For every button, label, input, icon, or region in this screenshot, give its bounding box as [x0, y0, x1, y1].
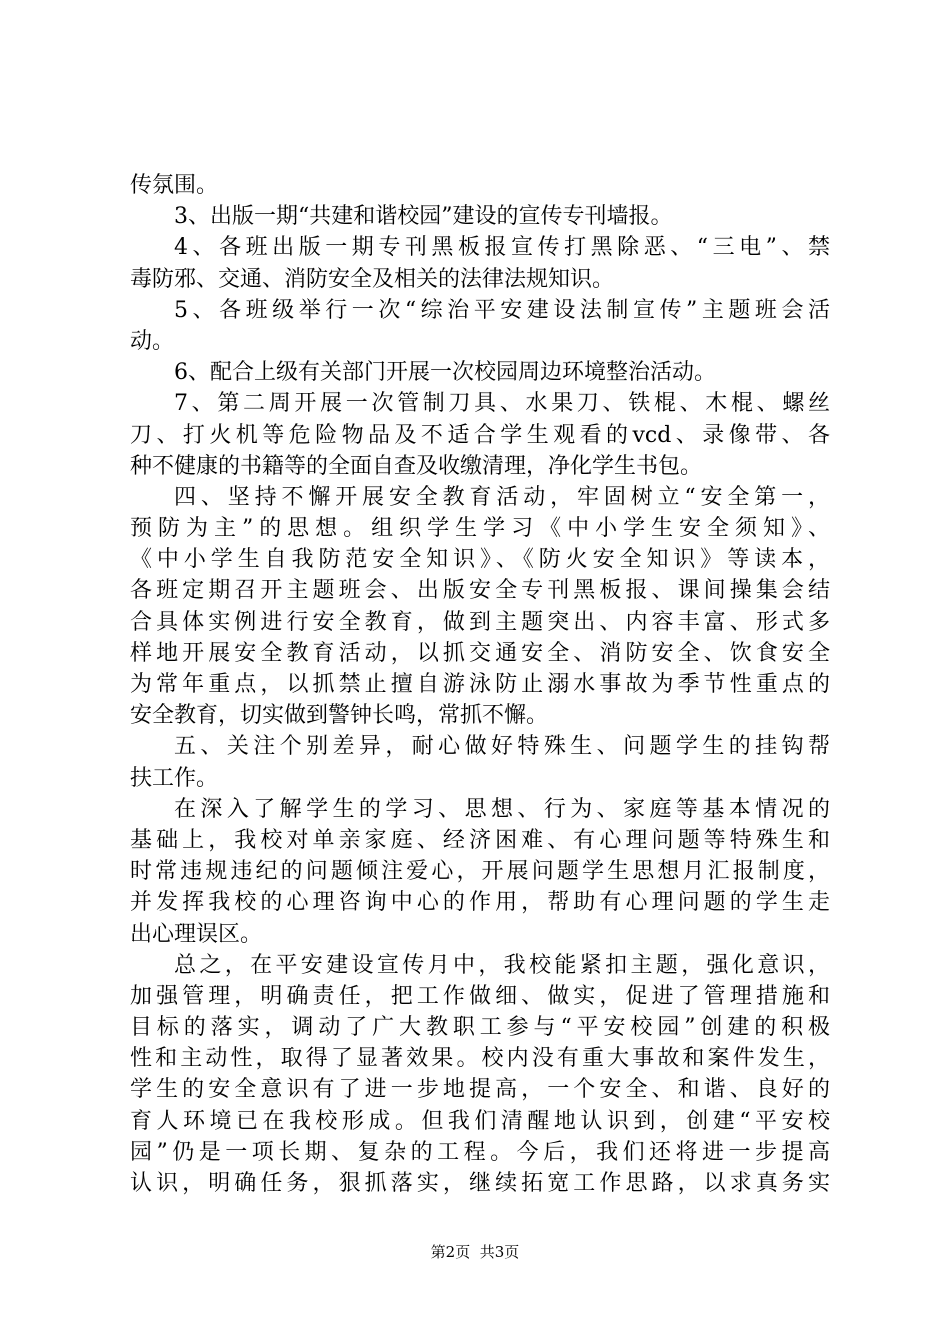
- text-line: 《中小学生自我防范安全知识》、《防火安全知识》等读本，: [130, 547, 830, 573]
- text-line: 扶工作。: [130, 765, 219, 791]
- text-line: 合具体实例进行安全教育，做到主题突出、内容丰富、形式多: [130, 609, 830, 635]
- text-line: 预防为主”的思想。组织学生学习《中小学生安全须知》、: [130, 516, 830, 542]
- text-line: 种不健康的书籍等的全面自查及收缴清理，净化学生书包。: [130, 453, 703, 479]
- text-line: 加强管理，明确责任，把工作做细、做实，促进了管理措施和: [130, 983, 830, 1009]
- text-line: 样地开展安全教育活动，以抓交通安全、消防安全、饮食安全: [130, 640, 830, 666]
- page-number: 第2页: [430, 1243, 471, 1261]
- text-line: 时常违规违纪的问题倾注爱心，开展问题学生思想月汇报制度，: [130, 859, 830, 885]
- text-line: 6、配合上级有关部门开展一次校园周边环境整治活动。: [174, 360, 716, 386]
- text-line: 总之，在平安建设宣传月中，我校能紧扣主题，强化意识，: [174, 952, 830, 978]
- text-line: 在深入了解学生的学习、思想、行为、家庭等基本情况的: [174, 796, 830, 822]
- text-line: 传氛围。: [130, 173, 219, 198]
- text-line: 安全教育，切实做到警钟长鸣，常抓不懈。: [130, 703, 549, 729]
- text-line: 园”仍是一项长期、复杂的工程。今后，我们还将进一步提高: [130, 1139, 830, 1165]
- text-line: 7、第二周开展一次管制刀具、水果刀、铁棍、木棍、螺丝: [174, 391, 830, 417]
- page-footer: [0, 1242, 950, 1262]
- document-body: [130, 170, 830, 1199]
- text-line: 四、坚持不懈开展安全教育活动，牢固树立“安全第一，: [174, 484, 830, 510]
- text-line: 出心理误区。: [130, 921, 263, 947]
- text-line: 毒防邪、交通、消防安全及相关的法律法规知识。: [130, 266, 615, 292]
- text-line: 目标的落实，调动了广大教职工参与“平安校园”创建的积极: [130, 1015, 830, 1041]
- text-line: 学生的安全意识有了进一步地提高，一个安全、和谐、良好的: [130, 1077, 830, 1103]
- text-line: 5、各班级举行一次“综治平安建设法制宣传”主题班会活: [174, 297, 830, 323]
- text-line: 并发挥我校的心理咨询中心的作用，帮助有心理问题的学生走: [130, 890, 830, 916]
- text-line: 动。: [130, 328, 175, 354]
- text-line: 五、关注个别差异，耐心做好特殊生、问题学生的挂钩帮: [174, 734, 830, 760]
- text-line: 为常年重点，以抓禁止擅自游泳防止溺水事故为季节性重点的: [130, 672, 830, 697]
- text-line: 基础上，我校对单亲家庭、经济困难、有心理问题等特殊生和: [130, 827, 830, 853]
- text-line: 性和主动性，取得了显著效果。校内没有重大事故和案件发生，: [130, 1046, 830, 1072]
- page-total: 共3页: [479, 1243, 520, 1261]
- text-line: 刀、打火机等危险物品及不适合学生观看的vcd、录像带、各: [130, 422, 830, 448]
- text-line: 3、出版一期“共建和谐校园”建设的宣传专刊墙报。: [174, 204, 673, 230]
- text-line: 4、各班出版一期专刊黑板报宣传打黑除恶、“三电”、禁: [174, 235, 830, 261]
- text-line: 认识，明确任务，狠抓落实，继续拓宽工作思路，以求真务实: [130, 1171, 830, 1196]
- text-line: 各班定期召开主题班会、出版安全专刊黑板报、课间操集会结: [130, 578, 830, 604]
- text-line: 育人环境已在我校形成。但我们清醒地认识到，创建“平安校: [130, 1108, 830, 1134]
